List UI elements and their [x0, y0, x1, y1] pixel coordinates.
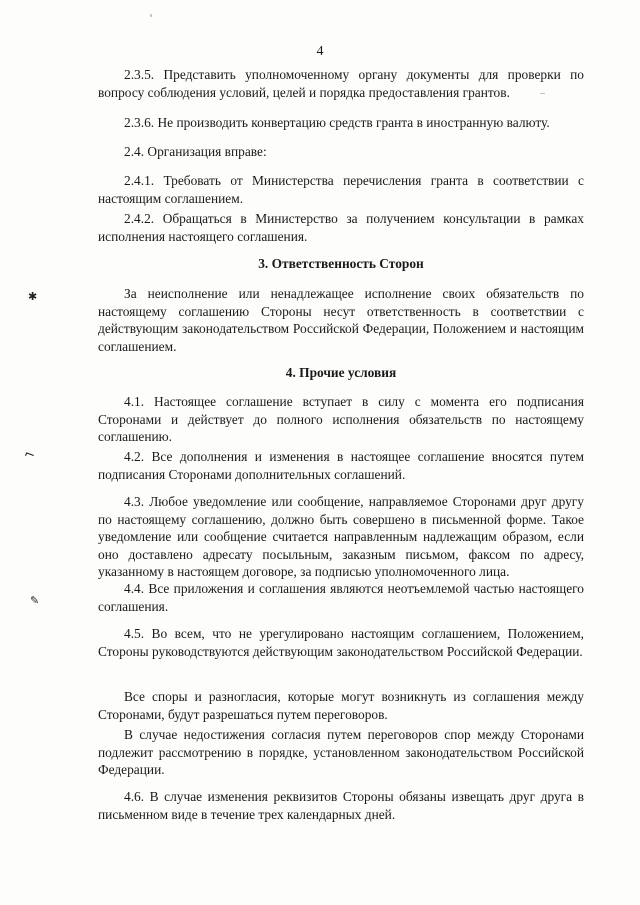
- paragraph: Все споры и разногласия, которые могут возникнуть из соглашения между Сторонами, будут разрешаться путем переговоров.: [98, 689, 584, 722]
- paragraph: 4.5. Во всем, что не урегулировано настоящим соглашением, Положением, Стороны руководствуются действующим законодательством Российской Федерации.: [98, 626, 584, 659]
- section-heading: 3. Ответственность Сторон: [258, 256, 424, 271]
- paragraph: В случае недостижения согласия путем переговоров спор между Сторонами подлежит рассмотрению в порядке, установленном законодательством Российской Федерации.: [98, 727, 584, 778]
- paragraph: 4.4. Все приложения и соглашения являются неотъемлемой частью настоящего соглашения.: [98, 581, 584, 614]
- paragraph: 4.2. Все дополнения и изменения в настоящее соглашение вносятся путем подписания Сторонами дополнительных соглашений.: [98, 449, 584, 482]
- paragraph: 4.6. В случае изменения реквизитов Стороны обязаны извещать друг друга в письменном виде в течение трех календарных дней.: [98, 789, 584, 822]
- paragraph: 2.4.1. Требовать от Министерства перечисления гранта в соответствии с настоящим соглашением.: [98, 173, 584, 206]
- paragraph: 2.3.6. Не производить конвертацию средств гранта в иностранную валюту.: [124, 115, 550, 130]
- scan-artifact-mark: ✎: [30, 594, 40, 607]
- scan-artifact-mark: ⌐: [21, 446, 38, 465]
- paragraph: 2.4.2. Обращаться в Министерство за получением консультации в рамках исполнения настоящего соглашения.: [98, 211, 584, 244]
- paragraph: 2.4. Организация вправе:: [124, 144, 267, 159]
- paragraph: 2.3.5. Представить уполномоченному органу документы для проверки по вопросу соблюдения условий, целей и порядка предоставления грантов.: [98, 67, 584, 100]
- paragraph: 4.1. Настоящее соглашение вступает в силу с момента его подписания Сторонами и действует до полного исполнения обязательств по настоящему соглашению.: [98, 394, 584, 445]
- scan-artifact-mark: ✱: [28, 290, 38, 303]
- scan-speck: [150, 14, 152, 17]
- paragraph: 4.3. Любое уведомление или сообщение, направляемое Сторонами друг другу по настоящему соглашению, должно быть совершено в письменной форме. Такое уведомление или сообщение считается направленным надлежащим образом, если оно доставлено адресату посыльным, заказным письмом, факсом по адресу, указанному в настоящем договоре, за подписью уполномоченного лица.: [98, 494, 584, 580]
- paragraph: За неисполнение или ненадлежащее исполнение своих обязательств по настоящему соглашению Стороны несут ответственность в соответствии с действующим законодательством Российской Федерации, Положением и настоящим соглашением.: [98, 286, 584, 354]
- section-heading: 4. Прочие условия: [285, 365, 397, 380]
- page-number: 4: [316, 44, 324, 59]
